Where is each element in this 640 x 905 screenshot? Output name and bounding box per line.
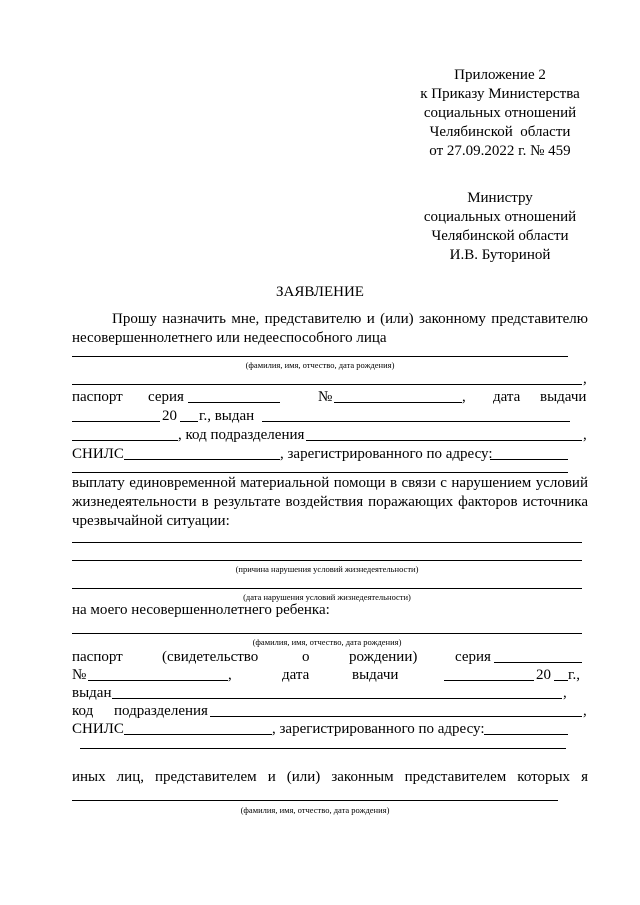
others-paragraph: иных лиц, представителем и (или) законным представителем которых я	[72, 769, 588, 785]
year-prefix: 20	[536, 667, 551, 683]
comma: ,	[563, 685, 567, 701]
snils-field[interactable]	[124, 459, 280, 460]
child-series-field[interactable]	[494, 662, 582, 663]
annex-block	[400, 66, 600, 161]
year-prefix: 20	[162, 408, 177, 424]
registered-label: , зарегистрированного по адресу:	[272, 721, 485, 737]
child-unit-code-field[interactable]	[210, 716, 582, 717]
child-heading: на моего несовершеннолетнего ребенка:	[72, 602, 330, 618]
annex-line: социальных отношений	[423, 105, 577, 121]
addressee-line: Министру	[467, 190, 533, 206]
passport-number-field[interactable]	[334, 402, 462, 403]
comma: ,	[583, 703, 587, 719]
addressee-line: И.В. Буториной	[449, 247, 551, 263]
number-label: №	[72, 667, 87, 683]
registered-label: , зарегистрированного по адресу:	[280, 446, 493, 462]
issued-word-label: выдачи	[352, 667, 399, 683]
annex-line: Приложение 2	[454, 67, 546, 83]
address-field[interactable]	[490, 459, 568, 460]
code-label: код	[72, 703, 94, 719]
field-caption: (дата нарушения условий жизнедеятельности)	[243, 592, 411, 602]
comma: ,	[462, 389, 466, 405]
issued-by-field-2[interactable]	[72, 440, 178, 441]
comma: ,	[583, 427, 587, 443]
addressee-line: Челябинской области	[431, 228, 569, 244]
child-issue-day-field[interactable]	[444, 680, 534, 681]
address-field-2[interactable]	[72, 472, 568, 473]
year-suffix: г.,	[568, 667, 580, 683]
snils-label: СНИЛС	[72, 721, 124, 737]
applicant-fio-field-2[interactable]	[72, 384, 582, 385]
birth-label: рождении)	[349, 649, 418, 665]
issued-label: выдан	[72, 685, 112, 701]
subdivision-label: подразделения	[114, 703, 208, 719]
child-address-field-2[interactable]	[80, 748, 566, 749]
reason-field-2[interactable]	[72, 560, 582, 561]
certificate-label: (свидетельство	[162, 649, 259, 665]
about-label: о	[302, 649, 310, 665]
field-caption: (фамилия, имя, отчество, дата рождения)	[245, 360, 395, 370]
issue-date-label: дата	[493, 389, 521, 405]
child-snils-field[interactable]	[124, 734, 272, 735]
child-fio-field[interactable]	[72, 633, 582, 634]
intro-paragraph: Прошу назначить мне, представителю и (или) законному представителю несовершеннолетнего или недееспособного лица	[72, 311, 588, 346]
issue-day-field[interactable]	[72, 421, 160, 422]
addressee-line: социальных отношений	[423, 209, 577, 225]
number-label: №	[318, 389, 333, 405]
field-caption: (причина нарушения условий жизнедеятельности)	[235, 564, 419, 574]
passport-label: паспорт	[72, 649, 123, 665]
passport-label: паспорт	[72, 389, 123, 405]
issue-date-label: дата	[282, 667, 310, 683]
comma: ,	[228, 667, 232, 683]
issued-by-field[interactable]	[262, 421, 570, 422]
child-address-field[interactable]	[484, 734, 568, 735]
field-caption: (фамилия, имя, отчество, дата рождения)	[240, 805, 390, 815]
issue-year-field[interactable]	[180, 421, 198, 422]
date-field[interactable]	[72, 588, 582, 589]
unit-code-field[interactable]	[306, 440, 582, 441]
series-label: серия	[455, 649, 491, 665]
document-title: ЗАЯВЛЕНИЕ	[276, 284, 364, 300]
annex-line: Челябинской области	[429, 124, 571, 140]
reason-field[interactable]	[72, 542, 582, 543]
snils-label: СНИЛС	[72, 446, 124, 462]
child-issue-year-field[interactable]	[554, 680, 568, 681]
annex-line: к Приказу Министерства	[420, 86, 580, 102]
passport-series-field[interactable]	[188, 402, 280, 403]
series-label: серия	[148, 389, 184, 405]
child-number-field[interactable]	[88, 680, 228, 681]
year-issued-label: г., выдан	[199, 408, 255, 424]
issued-word-label: выдачи	[540, 389, 587, 405]
applicant-fio-field[interactable]	[72, 356, 568, 357]
comma: ,	[583, 371, 587, 387]
child-issued-by-field[interactable]	[112, 698, 562, 699]
annex-line: от 27.09.2022 г. № 459	[429, 143, 571, 159]
payment-paragraph: выплату единовременной материальной помощи в связи с нарушением условий жизнедеятельности в результате воздействия поражающих факторов источника чрезвычайной ситуации:	[72, 475, 588, 529]
addressee-block	[400, 189, 600, 265]
others-fio-field[interactable]	[72, 800, 558, 801]
field-caption: (фамилия, имя, отчество, дата рождения)	[252, 637, 402, 647]
unit-code-label: , код подразделения	[178, 427, 305, 443]
